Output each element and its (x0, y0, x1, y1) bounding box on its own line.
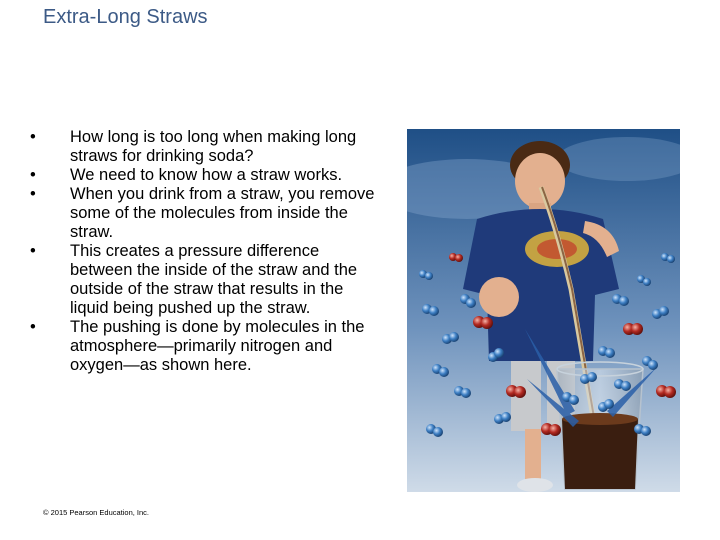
bullet-dot-icon: • (30, 128, 36, 146)
bullet-dot-icon: • (30, 166, 36, 184)
bullet-dot-icon: • (30, 185, 36, 203)
bullet-dot-icon: • (30, 318, 36, 336)
bullet-item (30, 185, 382, 242)
page-title: Extra-Long Straws (43, 6, 208, 28)
bullet-text: This creates a pressure difference between the inside of the straw and the outside of the straw that results in the liquid being pushed up the straw. (70, 242, 358, 317)
bullet-item (30, 242, 382, 318)
bullet-text: The pushing is done by molecules in the atmosphere—primarily nitrogen and oxygen—as shown here. (70, 318, 365, 374)
boy-drinking-straw-illustration (407, 129, 680, 492)
bullet-list (30, 128, 382, 375)
bullet-item (30, 166, 382, 185)
bullet-item (30, 128, 382, 166)
bullet-text: We need to know how a straw works. (70, 166, 343, 184)
bullet-text: When you drink from a straw, you remove some of the molecules from inside the straw. (70, 185, 375, 241)
bullet-item (30, 318, 382, 375)
copyright-notice: © 2015 Pearson Education, Inc. (43, 508, 150, 517)
bullet-text: How long is too long when making long straws for drinking soda? (70, 128, 357, 165)
bullet-dot-icon: • (30, 242, 36, 260)
soda-glass (557, 362, 643, 489)
